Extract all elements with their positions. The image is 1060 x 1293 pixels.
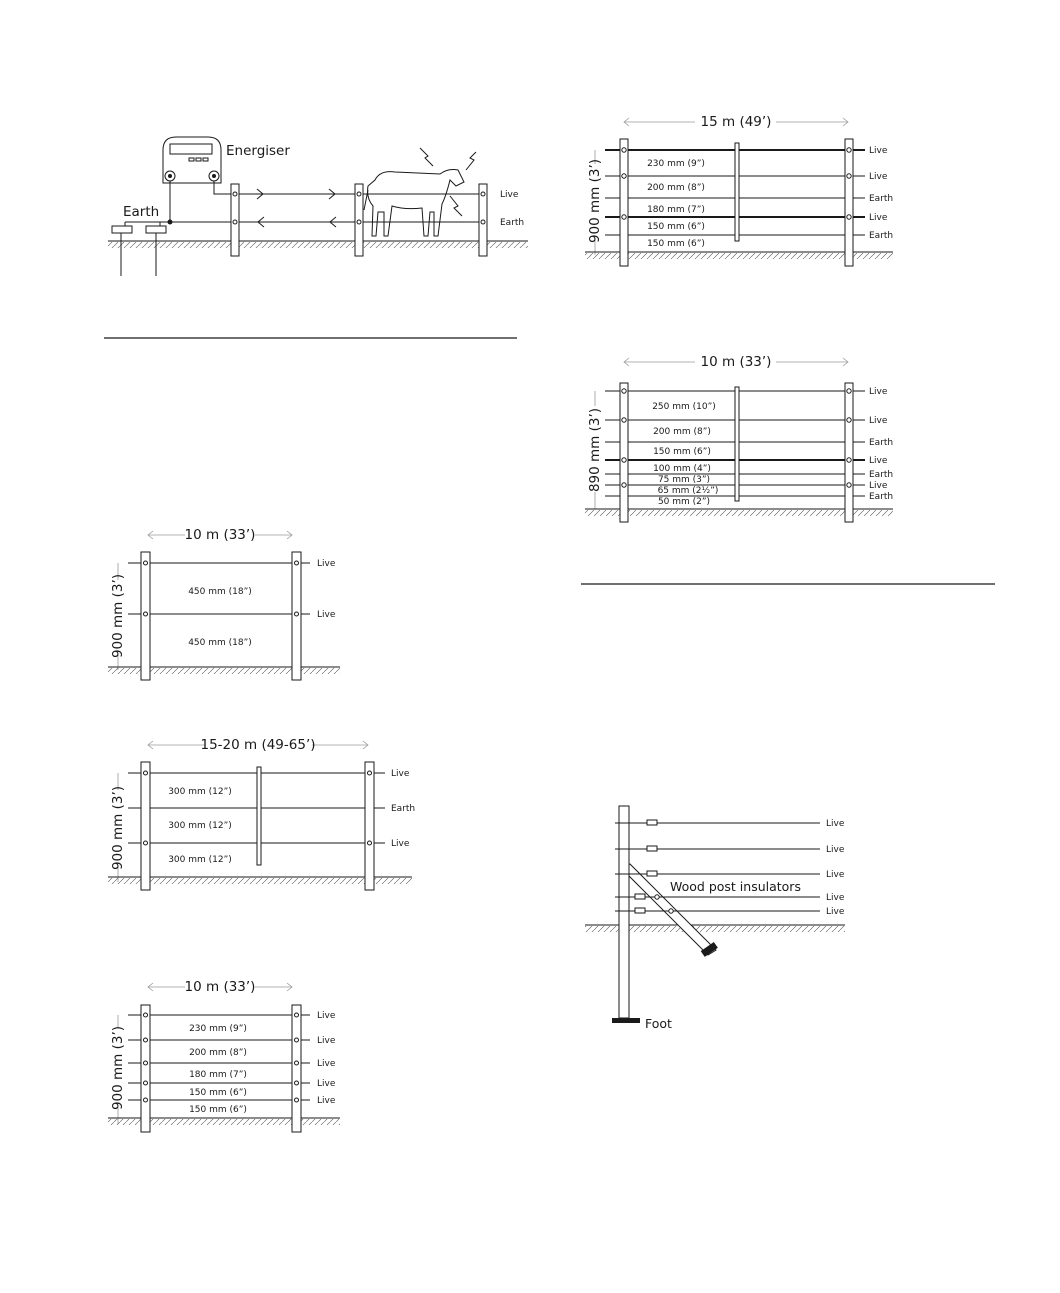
earth-label: Earth (123, 204, 160, 220)
fence-e-wire-label-4: Live (869, 456, 888, 466)
fence-c-wire-label-1: Live (317, 1011, 336, 1021)
fence-c-width: 10 m (33’) (184, 979, 256, 995)
fence-c-wire-label-2: Live (317, 1036, 336, 1046)
strainer-post-diagram (585, 806, 845, 1031)
fence-d-wire-label-3: Earth (869, 194, 894, 204)
insulator-label: Wood post insulators (670, 879, 801, 894)
strainer-wire-label-2: Live (826, 845, 845, 855)
fence-a-wire-label-2: Live (317, 610, 336, 620)
fence-c-spacing-2: 200 mm (8”) (189, 1048, 247, 1058)
cow-illustration (364, 148, 476, 236)
fence-e-spacing-3: 150 mm (6”) (653, 447, 711, 457)
fence-b-wire-label-3: Live (391, 839, 410, 849)
fence-c-spacing-1: 230 mm (9”) (189, 1024, 247, 1034)
fence-e-spacing-7: 50 mm (2”) (657, 497, 711, 507)
fence-a-spacing-2: 450 mm (18”) (188, 638, 252, 648)
fence-b-spacing-3: 300 mm (12”) (168, 855, 232, 865)
energiser-system-diagram (108, 137, 528, 276)
fence-b-wire-label-2: Earth (391, 804, 416, 814)
fence-e-wire-label-2: Live (869, 416, 888, 426)
fence-c-height: 900 mm (3’) (110, 1025, 126, 1111)
fence-d-diagram (585, 114, 893, 266)
fence-c-wire-label-4: Live (317, 1079, 336, 1089)
strainer-wire-label-1: Live (826, 819, 845, 829)
fence-e-spacing-6: 65 mm (2½”) (657, 486, 719, 496)
fence-e-height: 890 mm (3’) (587, 407, 603, 493)
energiser-unit (163, 137, 221, 183)
fence-a-height: 900 mm (3’) (110, 573, 126, 659)
fence-d-wire-label-2: Live (869, 172, 888, 182)
fence-c-spacing-5: 150 mm (6”) (189, 1105, 247, 1115)
fence-d-width: 15 m (49’) (700, 114, 772, 130)
fence-a-spacing-1: 450 mm (18”) (188, 587, 252, 597)
fence-e-wire-label-5: Earth (869, 470, 894, 480)
fence-d-height: 900 mm (3’) (587, 158, 603, 244)
fence-e-spacing-1: 250 mm (10”) (652, 402, 716, 412)
fence-c-wire-label-3: Live (317, 1059, 336, 1069)
fence-d-wire-label-4: Live (869, 213, 888, 223)
foot-label: Foot (645, 1016, 672, 1031)
fence-d-spacing-4: 150 mm (6”) (647, 222, 705, 232)
fence-e-diagram (585, 354, 893, 522)
fence-e-spacing-2: 200 mm (8”) (653, 427, 711, 437)
fence-b-width: 15-20 m (49-65’) (200, 737, 316, 753)
fence-c-diagram (108, 979, 340, 1132)
wire-label-earth: Earth (500, 218, 525, 228)
fence-d-spacing-2: 200 mm (8”) (647, 183, 705, 193)
foot-plate (612, 1018, 640, 1023)
fence-d-spacing-5: 150 mm (6”) (647, 239, 705, 249)
fence-c-spacing-4: 150 mm (6”) (189, 1088, 247, 1098)
wire-label-live: Live (500, 190, 519, 200)
fence-d-wire-label-5: Earth (869, 231, 894, 241)
fence-e-wire-label-3: Earth (869, 438, 894, 448)
energiser-label: Energiser (226, 143, 290, 159)
fence-e-spacing-5: 75 mm (3”) (657, 475, 711, 485)
fence-d-spacing-1: 230 mm (9”) (647, 159, 705, 169)
fence-e-wire-label-7: Earth (869, 492, 894, 502)
fence-b-diagram (108, 737, 415, 890)
fence-a-diagram (108, 527, 340, 680)
fence-a-width: 10 m (33’) (184, 527, 256, 543)
fence-e-spacing-4: 100 mm (4”) (653, 464, 711, 474)
fence-d-wire-label-1: Live (869, 146, 888, 156)
fence-a-wire-label-1: Live (317, 559, 336, 569)
fence-b-height: 900 mm (3’) (110, 785, 126, 871)
fence-b-spacing-1: 300 mm (12”) (168, 787, 232, 797)
fence-c-wire-label-5: Live (317, 1096, 336, 1106)
earth-stakes (112, 222, 166, 276)
fence-e-wire-label-1: Live (869, 387, 888, 397)
fence-b-spacing-2: 300 mm (12”) (168, 821, 232, 831)
strainer-wire-label-3: Live (826, 870, 845, 880)
fence-e-width: 10 m (33’) (700, 354, 772, 370)
fence-b-wire-label-1: Live (391, 769, 410, 779)
strainer-wire-label-4: Live (826, 893, 845, 903)
strainer-wire-label-5: Live (826, 907, 845, 917)
fence-c-spacing-3: 180 mm (7”) (189, 1070, 247, 1080)
fence-e-wire-label-6: Live (869, 481, 888, 491)
fence-d-spacing-3: 180 mm (7”) (647, 205, 705, 215)
